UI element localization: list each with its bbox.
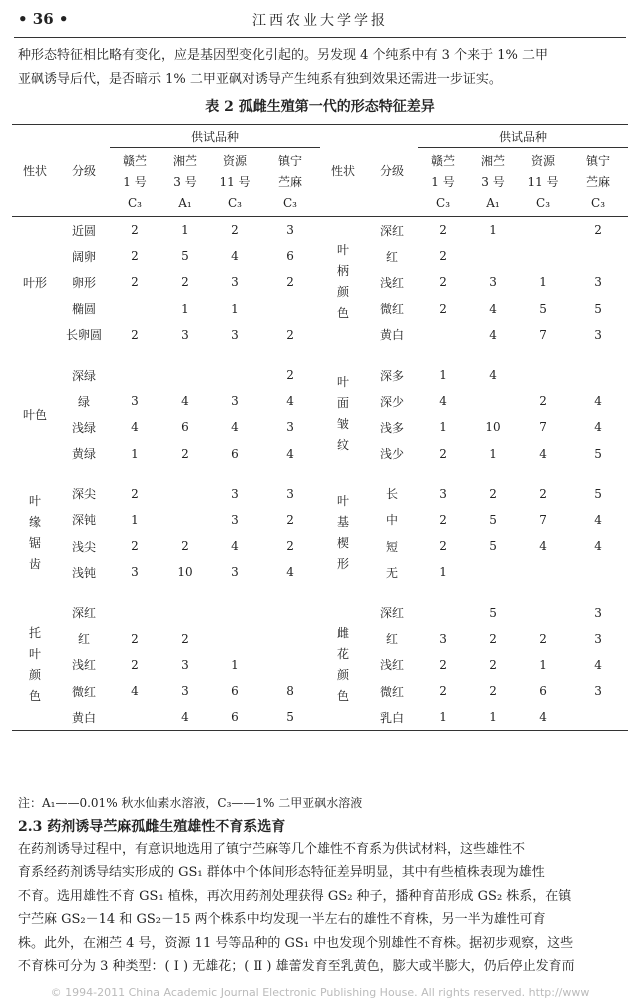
value-cell (468, 388, 518, 414)
value-cell: 3 (231, 327, 239, 342)
grade-cell: 中 (386, 513, 399, 528)
value-cell: 5 (489, 512, 497, 527)
value-cell: 4 (539, 446, 547, 461)
variety-label-line: C₃ (228, 195, 242, 210)
value-cell: 3 (181, 657, 189, 672)
value-cell (260, 626, 320, 652)
value-cell: 4 (489, 368, 497, 383)
trait-char: 纹 (337, 438, 350, 453)
morphology-table (12, 124, 628, 731)
trait-cell (12, 585, 58, 730)
value-cell: 3 (231, 486, 239, 501)
value-cell (110, 348, 160, 388)
value-cell: 4 (439, 394, 447, 409)
trait-char: 颜 (337, 285, 350, 300)
value-cell (568, 243, 628, 269)
variety-label-line: 11 号 (527, 174, 559, 189)
value-cell: 4 (489, 301, 497, 316)
trait-char: 色 (28, 688, 41, 703)
value-cell: 2 (181, 446, 189, 461)
trait-header: 性状 (320, 125, 366, 217)
value-cell: 4 (231, 539, 239, 554)
grade-cell: 卵形 (71, 275, 96, 290)
value-cell (518, 559, 568, 585)
grade-cell: 深绿 (71, 368, 96, 383)
grade-cell: 微红 (380, 684, 405, 699)
value-cell: 2 (539, 394, 547, 409)
value-cell: 10 (177, 565, 193, 580)
trait-cell (320, 467, 366, 586)
grade-cell: 微红 (380, 302, 405, 317)
value-cell: 5 (181, 249, 189, 264)
value-cell: 6 (231, 446, 239, 461)
value-cell: 2 (439, 249, 447, 264)
grade-cell: 近圆 (71, 223, 96, 238)
table-note: 注：A₁——0.01% 秋水仙素水溶液，C₃——1% 二甲亚砜水溶液 (18, 796, 363, 810)
value-cell (210, 626, 260, 652)
body-paragraph (18, 838, 624, 978)
value-cell: 6 (286, 249, 294, 264)
value-cell: 2 (594, 223, 602, 238)
value-cell (260, 585, 320, 625)
grade-cell: 浅绿 (71, 420, 96, 435)
value-cell (210, 348, 260, 388)
grade-cell: 黄白 (58, 704, 110, 731)
trait-char: 色 (337, 306, 350, 321)
variety-header (260, 148, 320, 217)
grade-cell: 浅尖 (71, 539, 96, 554)
grade-cell: 红 (386, 249, 399, 264)
value-cell: 2 (181, 539, 189, 554)
text-line: 宁苎麻 GS₂－14 和 GS₂－15 两个株系中均发现一半左右的雄性不育株，另一半为雄性可育 (18, 912, 546, 928)
value-cell: 4 (489, 327, 497, 342)
value-cell: 4 (131, 684, 139, 699)
variety-label-line: C₃ (436, 195, 451, 210)
value-cell: 3 (594, 327, 602, 342)
section-title: 2.3 药剂诱导苎麻孤雌生殖雄性不育系选育 (18, 819, 286, 835)
value-cell: 3 (231, 565, 239, 580)
value-cell: 2 (131, 657, 139, 672)
variety-label-line: 资源 (222, 153, 247, 168)
trait-char: 面 (337, 396, 350, 411)
value-cell: 2 (181, 275, 189, 290)
value-cell: 2 (439, 684, 447, 699)
value-cell (210, 585, 260, 625)
value-cell: 2 (131, 486, 139, 501)
value-cell (568, 348, 628, 388)
grade-cell: 浅红 (380, 658, 405, 673)
value-cell: 2 (489, 486, 497, 501)
value-cell: 3 (131, 394, 139, 409)
grade-cell: 黄白 (380, 328, 405, 343)
grade-cell: 深钝 (71, 513, 96, 528)
value-cell: 2 (439, 301, 447, 316)
grade-cell: 乳白 (366, 704, 418, 731)
value-cell: 1 (181, 223, 189, 238)
variety-label-line: 镇宁 (278, 153, 303, 168)
trait-char: 叶 (28, 646, 41, 661)
value-cell: 3 (594, 684, 602, 699)
value-cell: 6 (231, 684, 239, 699)
value-cell: 1 (489, 223, 497, 238)
variety-group-header: 供试品种 (110, 125, 320, 148)
variety-label-line: 3 号 (481, 174, 505, 189)
value-cell: 1 (439, 420, 447, 435)
variety-label-line: A₁ (486, 195, 500, 210)
grade-cell: 浅多 (380, 420, 405, 435)
grade-cell: 微红 (71, 684, 96, 699)
text-line: 株。此外，在湘苎 4 号，资源 11 号等品种的 GS₁ 中也发现个别雄性不育株。据初步观察，这些 (18, 935, 574, 951)
value-cell: 4 (594, 420, 602, 435)
value-cell: 4 (286, 446, 294, 461)
value-cell (468, 559, 518, 585)
trait-char: 形 (337, 557, 350, 572)
grade-cell: 深多 (380, 368, 405, 383)
value-cell: 2 (131, 327, 139, 342)
value-cell (518, 243, 568, 269)
grade-cell: 短 (386, 539, 399, 554)
trait-cell (320, 348, 366, 467)
value-cell: 5 (489, 539, 497, 554)
grade-header: 分级 (366, 125, 418, 217)
value-cell: 1 (231, 301, 239, 316)
value-cell: 2 (286, 368, 294, 383)
value-cell: 2 (231, 223, 239, 238)
variety-label-line: 苎麻 (586, 174, 611, 189)
trait-char: 齿 (28, 557, 41, 572)
value-cell: 2 (131, 249, 139, 264)
value-cell (160, 585, 210, 625)
variety-group-header: 供试品种 (418, 125, 628, 148)
value-cell: 2 (131, 539, 139, 554)
value-cell: 4 (181, 394, 189, 409)
grade-cell: 浅钝 (71, 565, 96, 580)
value-cell (418, 322, 468, 348)
value-cell (110, 296, 160, 322)
value-cell: 8 (286, 684, 294, 699)
value-cell: 1 (181, 301, 189, 316)
trait-char: 雌 (337, 625, 350, 640)
value-cell: 7 (539, 420, 547, 435)
value-cell: 4 (594, 657, 602, 672)
value-cell (260, 652, 320, 678)
variety-label-line: 1 号 (431, 174, 455, 189)
grade-cell: 深红 (380, 223, 405, 238)
value-cell: 3 (594, 605, 602, 620)
trait-char: 基 (337, 515, 350, 530)
value-cell: 1 (439, 565, 447, 580)
trait-char: 叶 (337, 375, 350, 390)
value-cell: 3 (286, 420, 294, 435)
value-cell: 3 (439, 631, 447, 646)
grade-cell: 椭圆 (71, 302, 96, 317)
value-cell: 2 (539, 486, 547, 501)
value-cell: 4 (231, 420, 239, 435)
table-row (12, 585, 628, 625)
value-cell: 5 (489, 605, 497, 620)
value-cell: 4 (594, 394, 602, 409)
trait-char: 花 (337, 646, 350, 661)
value-cell: 2 (181, 631, 189, 646)
value-cell: 5 (260, 704, 320, 731)
trait-header: 性状 (12, 125, 58, 217)
value-cell: 3 (231, 512, 239, 527)
value-cell: 4 (160, 704, 210, 731)
variety-header (210, 148, 260, 217)
value-cell: 1 (131, 446, 139, 461)
variety-label-line: 湘苎 (481, 153, 506, 168)
value-cell (518, 585, 568, 625)
value-cell: 3 (489, 275, 497, 290)
value-cell: 4 (286, 394, 294, 409)
variety-label-line: A₁ (178, 195, 192, 210)
value-cell (160, 348, 210, 388)
grade-cell: 黄绿 (71, 447, 96, 462)
grade-cell: 红 (77, 632, 90, 647)
grade-cell: 浅红 (71, 658, 96, 673)
variety-label-line: C₃ (283, 195, 297, 210)
value-cell: 3 (181, 327, 189, 342)
trait-char: 柄 (337, 264, 350, 279)
value-cell: 3 (286, 486, 294, 501)
value-cell: 2 (439, 275, 447, 290)
trait-cell (320, 585, 366, 730)
variety-header (518, 148, 568, 217)
top-paragraph (18, 44, 624, 92)
value-cell (468, 243, 518, 269)
value-cell: 1 (418, 704, 468, 731)
journal-title: 江西农业大学学报 (252, 13, 388, 29)
value-cell (160, 507, 210, 533)
variety-header (110, 148, 160, 217)
value-cell (568, 559, 628, 585)
header-row (12, 125, 628, 148)
value-cell: 10 (485, 420, 501, 435)
value-cell (160, 467, 210, 507)
value-cell: 2 (539, 631, 547, 646)
grade-cell: 深红 (71, 606, 96, 621)
value-cell: 3 (286, 223, 294, 238)
value-cell: 1 (439, 368, 447, 383)
variety-label-line: 湘苎 (172, 153, 197, 168)
variety-label-line: 11 号 (219, 174, 251, 189)
value-cell: 2 (286, 327, 294, 342)
table-row (12, 217, 628, 244)
grade-cell: 长 (386, 487, 399, 502)
page-number: • 36 • (18, 10, 69, 28)
value-cell: 4 (518, 704, 568, 731)
grade-cell: 浅少 (380, 447, 405, 462)
value-cell: 7 (539, 512, 547, 527)
grade-cell: 阔卵 (71, 249, 96, 264)
value-cell: 5 (594, 301, 602, 316)
grade-cell: 深尖 (71, 487, 96, 502)
text-line: 在药剂诱导过程中，有意识地选用了镇宁苎麻等几个雄性不育系为供试材料，这些雄性不 (18, 842, 526, 857)
grade-cell: 深少 (380, 394, 405, 409)
variety-label-line: 3 号 (173, 174, 197, 189)
value-cell: 4 (594, 512, 602, 527)
value-cell: 4 (594, 539, 602, 554)
value-cell (418, 585, 468, 625)
value-cell: 4 (286, 565, 294, 580)
value-cell: 3 (181, 684, 189, 699)
value-cell: 4 (539, 539, 547, 554)
variety-label-line: C₃ (128, 195, 142, 210)
variety-label-line: 赣苎 (122, 153, 147, 168)
table-row (12, 348, 628, 388)
value-cell: 3 (131, 565, 139, 580)
value-cell: 5 (594, 446, 602, 461)
value-cell: 1 (539, 657, 547, 672)
value-cell: 2 (439, 446, 447, 461)
value-cell: 7 (539, 327, 547, 342)
grade-header: 分级 (58, 125, 110, 217)
value-cell (518, 217, 568, 244)
value-cell: 6 (539, 684, 547, 699)
trait-char: 楔 (337, 536, 350, 551)
trait-char: 叶 (28, 494, 41, 509)
value-cell: 4 (131, 420, 139, 435)
value-cell (110, 704, 160, 731)
value-cell: 3 (594, 631, 602, 646)
value-cell: 5 (594, 486, 602, 501)
value-cell (568, 704, 628, 731)
variety-header (418, 148, 468, 217)
grade-cell: 浅红 (380, 275, 405, 290)
variety-label-line: 赣苎 (431, 153, 456, 168)
variety-header (568, 148, 628, 217)
value-cell: 3 (594, 275, 602, 290)
value-cell: 6 (210, 704, 260, 731)
grade-cell: 长卵圆 (65, 328, 102, 343)
value-cell: 1 (468, 704, 518, 731)
trait-char: 托 (28, 625, 41, 640)
value-cell: 2 (439, 512, 447, 527)
value-cell: 3 (439, 486, 447, 501)
variety-header (160, 148, 210, 217)
grade-cell: 深红 (380, 606, 405, 621)
value-cell: 2 (286, 539, 294, 554)
value-cell: 1 (131, 512, 139, 527)
text-line: 不育。选用雄性不育 GS₁ 植株，再次用药剂处理获得 GS₂ 种子，播种育苗形成 GS₂ 株系，在镇 (18, 888, 572, 904)
text-line: 亚砜诱导后代，是否暗示 1% 二甲亚砜对诱导产生纯系有独到效果还需进一步证实。 (18, 72, 502, 87)
header-rule (14, 37, 626, 38)
value-cell: 2 (439, 657, 447, 672)
trait-char: 缘 (28, 515, 41, 530)
value-cell: 2 (286, 512, 294, 527)
value-cell: 2 (131, 223, 139, 238)
value-cell: 1 (489, 446, 497, 461)
variety-label-line: 苎麻 (278, 174, 303, 189)
value-cell: 2 (489, 657, 497, 672)
value-cell: 2 (131, 275, 139, 290)
trait-char: 叶 (337, 243, 350, 258)
trait-cell (12, 467, 58, 586)
value-cell (260, 296, 320, 322)
variety-label-line: C₃ (536, 195, 551, 210)
value-cell: 5 (539, 301, 547, 316)
variety-label-line: C₃ (591, 195, 606, 210)
trait-cell: 叶色 (22, 407, 47, 422)
text-line: 不育株可分为 3 种类型：( Ⅰ ) 无雄花；( Ⅱ ) 雄蕾发育至乳黄色，膨大或半膨大，仍后停止发育而 (18, 959, 575, 975)
variety-header (468, 148, 518, 217)
table-row (12, 467, 628, 507)
trait-char: 颜 (337, 667, 350, 682)
trait-char: 锯 (28, 536, 41, 551)
grade-cell: 红 (386, 632, 399, 647)
value-cell: 2 (439, 223, 447, 238)
variety-label-line: 1 号 (123, 174, 147, 189)
trait-cell (320, 217, 366, 348)
trait-char: 颜 (28, 667, 41, 682)
value-cell: 3 (231, 275, 239, 290)
trait-char: 色 (337, 688, 350, 703)
grade-cell: 无 (386, 565, 399, 580)
value-cell: 6 (181, 420, 189, 435)
page-header (0, 0, 640, 44)
text-line: 育系经药剂诱导结实形成的 GS₁ 群体中个体间形态特征差异明显，其中有些植株表现为雄性 (18, 865, 545, 881)
trait-char: 叶 (337, 494, 350, 509)
value-cell: 2 (131, 631, 139, 646)
value-cell: 2 (286, 275, 294, 290)
value-cell: 2 (489, 684, 497, 699)
table-caption: 表 2 孤雌生殖第一代的形态特征差异 (205, 99, 435, 115)
copyright-watermark: © 1994-2011 China Academic Journal Electronic Publishing House. All rights reserved. http://www (50, 986, 590, 999)
value-cell: 3 (231, 394, 239, 409)
grade-cell: 绿 (77, 394, 90, 409)
value-cell: 4 (231, 249, 239, 264)
trait-cell: 叶形 (22, 275, 47, 290)
value-cell: 1 (539, 275, 547, 290)
value-cell (110, 585, 160, 625)
value-cell: 1 (231, 657, 239, 672)
value-cell: 2 (439, 539, 447, 554)
variety-label-line: 资源 (531, 153, 556, 168)
variety-label-line: 镇宁 (586, 153, 611, 168)
trait-char: 皱 (337, 417, 350, 432)
text-line: 种形态特征相比略有变化，应是基因型变化引起的。另发现 4 个纯系中有 3 个来于 1% 二甲 (18, 48, 548, 63)
value-cell: 2 (489, 631, 497, 646)
value-cell (518, 348, 568, 388)
